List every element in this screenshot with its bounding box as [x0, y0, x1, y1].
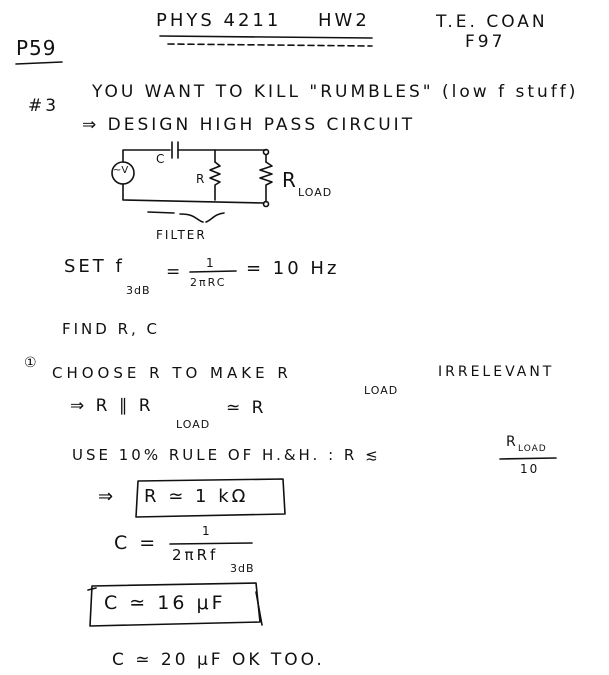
semester: F97 [465, 32, 506, 52]
header-underline [160, 36, 372, 38]
c-formula-lhs: C = [114, 532, 159, 554]
filter-brace [148, 212, 224, 222]
r-result-value: R ≃ 1 kΩ [144, 486, 249, 507]
set-sub: 3dB [126, 284, 151, 297]
rule-text: USE 10% RULE OF H.&H. : R ≲ [72, 446, 381, 464]
step-text-tail: IRRELEVANT [438, 364, 555, 380]
wire-bottom [123, 184, 264, 203]
step-text-sub: LOAD [364, 384, 399, 397]
c-formula-den-sub: 3dB [230, 562, 255, 575]
load-resistor-label: R [282, 168, 299, 192]
set-prefix: SET f [64, 256, 125, 277]
set-denominator: 2πRC [190, 276, 227, 289]
c-alternative: C ≃ 20 μF OK TOO. [112, 650, 325, 670]
parallel-line: ⇒ R ∥ R [70, 396, 154, 416]
assignment-title: HW2 [318, 10, 370, 31]
c-result-value: C ≃ 16 μF [104, 592, 226, 614]
author-name: T.E. COAN [436, 12, 548, 32]
c-fraction-bar [170, 543, 252, 544]
header-underline-dashed [168, 44, 372, 46]
resistor-label: R [196, 172, 207, 186]
c-formula-denominator: 2πRf [172, 546, 219, 564]
intro-line-2: ⇒ DESIGN HIGH PASS CIRCUIT [82, 115, 416, 135]
capacitor-label: C [156, 152, 167, 166]
find-line: FIND R, C [62, 320, 161, 338]
problem-number: #3 [28, 96, 60, 116]
load-resistor-sub: LOAD [298, 186, 333, 199]
intro-line-1: YOU WANT TO KILL "RUMBLES" (low f stuff) [92, 82, 579, 102]
set-equals: = [166, 262, 184, 282]
rule-fraction-bar [500, 458, 556, 459]
page-ref-underline [16, 62, 62, 64]
parallel-tail: ≃ R [226, 398, 267, 418]
resistor-rload-symbol [260, 162, 272, 202]
step-text: CHOOSE R TO MAKE R [52, 364, 292, 382]
filter-label: FILTER [156, 228, 207, 242]
c-formula-numerator: 1 [202, 524, 212, 538]
rule-numerator-sub: LOAD [518, 444, 547, 454]
set-fraction-bar [190, 271, 236, 272]
high-pass-circuit [112, 142, 272, 222]
terminal-top [264, 150, 269, 155]
terminal-bottom [264, 202, 269, 207]
set-result: = 10 Hz [246, 258, 340, 279]
rule-numerator: R [506, 434, 518, 450]
resistor-r-symbol [210, 162, 220, 200]
step-marker: ① [24, 355, 40, 371]
set-numerator: 1 [206, 256, 216, 270]
parallel-sub: LOAD [176, 418, 211, 431]
course-title: PHYS 4211 [156, 10, 282, 31]
rule-denominator: 10 [520, 462, 540, 476]
page-reference: P59 [16, 36, 57, 60]
source-label: ~V [113, 165, 129, 176]
r-result-arrow: ⇒ [98, 486, 117, 507]
capacitor-symbol [172, 142, 178, 158]
